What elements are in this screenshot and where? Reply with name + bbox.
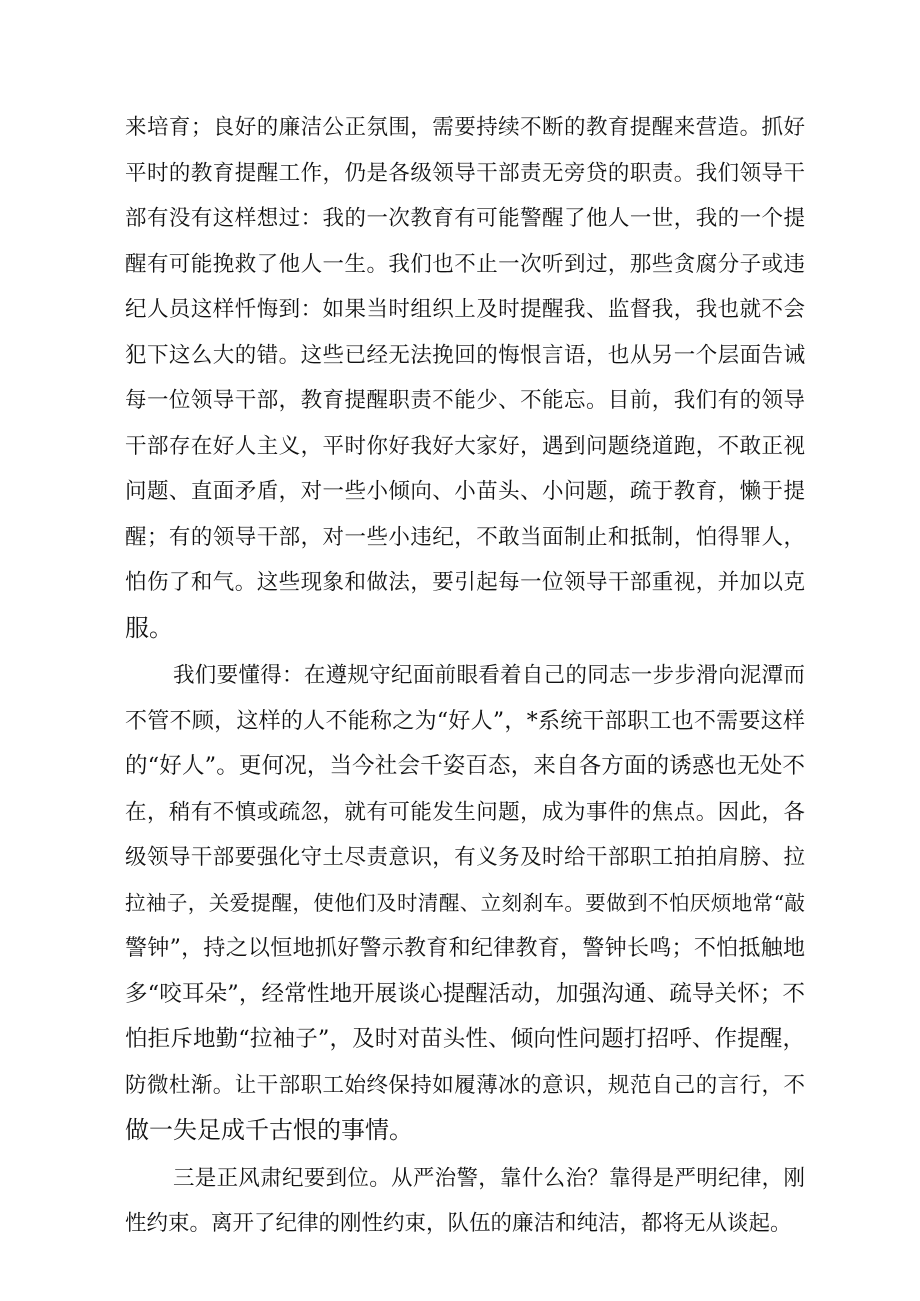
text-line: 每一位领导干部，教育提醒职责不能少、不能忘。目前，我们有的领导 [125,388,805,413]
text-line: 的“好人”。更何况，当今社会千姿百态，来自各方面的诱惑也无处不 [125,753,805,779]
text-line: 纪人员这样忏悔到：如果当时组织上及时提醒我、监督我，我也就不会 [125,297,805,322]
text-line: 防微杜渐。让干部职工始终保持如履薄冰的意识，规范自己的言行，不 [125,1072,805,1098]
paragraph [125,653,805,1154]
text-line: 不管不顾，这样的人不能称之为“好人”，*系统干部职工也不需要这样 [125,708,805,734]
paragraph [125,105,805,651]
body-text [125,105,805,1247]
text-line: 犯下这么大的错。这些已经无法挽回的悔恨言语，也从另一个层面告诫 [125,342,805,368]
text-line: 拉袖子，关爱提醒，使他们及时清醒、立刻刹车。要做到不怕厌烦地常“敲 [125,890,805,915]
text-line: 级领导干部要强化守土尽责意识，有义务及时给干部职工拍拍肩膀、拉 [125,845,805,870]
text-line: 怕伤了和气。这些现象和做法，要引起每一位领导干部重视，并加以克 [125,570,805,595]
text-line: 问题、直面矛盾，对一些小倾向、小苗头、小问题，疏于教育，懒于提 [125,479,805,504]
text-line: 来培育；良好的廉洁公正氛围，需要持续不断的教育提醒来营造。抓好 [125,115,805,140]
paragraph [125,1156,805,1247]
text-line: 醒；有的领导干部，对一些小违纪，不敢当面制止和抵制，怕得罪人， [125,524,805,550]
text-line: 我们要懂得：在遵规守纪面前眼看着自己的同志一步步滑向泥潭而 [173,663,805,688]
text-line: 多“咬耳朵”，经常性地开展谈心提醒活动，加强沟通、疏导关怀；不 [125,980,805,1007]
text-line: 做一失足成千古恨的事情。 [125,1116,413,1144]
text-line: 三是正风肃纪要到位。从严治警，靠什么治？靠得是严明纪律，刚 [173,1165,805,1191]
text-line: 性约束。离开了纪律的刚性约束，队伍的廉洁和纯洁，都将无从谈起。 [125,1211,792,1236]
text-line: 在，稍有不慎或疏忽，就有可能发生问题，成为事件的焦点。因此，各 [125,799,805,825]
text-line: 平时的教育提醒工作，仍是各级领导干部责无旁贷的职责。我们领导干 [125,160,805,186]
text-line: 部有没有这样想过：我的一次教育有可能警醒了他人一世，我的一个提 [125,206,805,231]
text-line: 醒有可能挽救了他人一生。我们也不止一次听到过，那些贪腐分子或违 [125,251,805,277]
text-line: 警钟”，持之以恒地抓好警示教育和纪律教育，警钟长鸣；不怕抵触地 [125,936,805,961]
text-line: 服。 [125,613,173,642]
text-line: 怕拒斥地勤“拉袖子”，及时对苗头性、倾向性问题打招呼、作提醒， [125,1026,805,1052]
text-line: 干部存在好人主义，平时你好我好大家好，遇到问题绕道跑，不敢正视 [125,433,805,459]
